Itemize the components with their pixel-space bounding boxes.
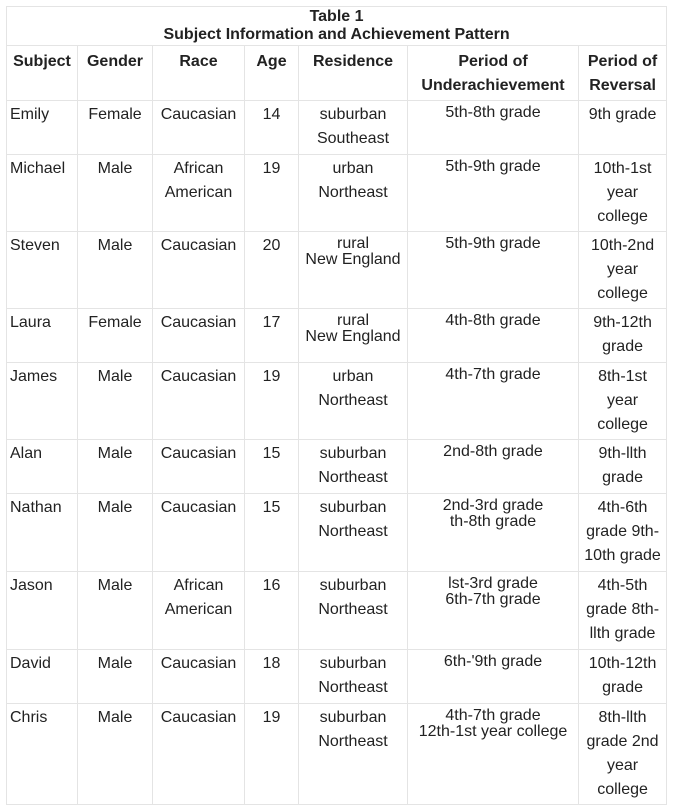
under-line1: 2nd-8th grade <box>443 443 543 460</box>
header-gender: Gender <box>78 46 153 101</box>
table-row <box>7 363 667 440</box>
table-caption: Subject Information and Achievement Pattern <box>163 26 510 43</box>
cell-gender: Female <box>78 101 153 155</box>
cell-race <box>153 494 245 572</box>
reversal-line2: grade 8th- <box>586 601 660 618</box>
cell-gender: Male <box>78 155 153 232</box>
table-row <box>7 704 667 805</box>
cell-residence <box>299 704 408 805</box>
cell-race <box>153 440 245 494</box>
under-line1: 5th-9th grade <box>445 158 541 175</box>
cell-race <box>153 572 245 650</box>
reversal-line2: grade <box>602 469 643 486</box>
cell-reversal <box>579 309 667 363</box>
header-rev-line2: Reversal <box>589 77 656 94</box>
residence-line2: Northeast <box>318 523 388 540</box>
cell-reversal <box>579 101 667 155</box>
reversal-line2: college <box>597 416 648 433</box>
reversal-line2: grade 9th- <box>586 523 660 540</box>
header-age: Age <box>245 46 299 101</box>
race-line2: American <box>164 601 233 618</box>
cell-gender: Male <box>78 650 153 704</box>
reversal-line2: year college <box>597 261 648 302</box>
cell-age: 17 <box>245 309 299 363</box>
race-line1: Caucasian <box>160 499 237 516</box>
table-row <box>7 155 667 232</box>
reversal-line1: 8th-llth <box>598 709 647 726</box>
cell-age: 15 <box>245 494 299 572</box>
residence-line2: Northeast <box>318 679 388 696</box>
race-line1: Caucasian <box>160 368 237 385</box>
under-line1: 6th-'9th grade <box>443 653 543 670</box>
under-line1: lst-3rd grade <box>448 575 538 592</box>
residence-line2: New England <box>305 251 401 268</box>
reversal-line1: 10th-2nd <box>590 237 655 254</box>
reversal-line1: 4th-6th <box>597 499 648 516</box>
reversal-line2: year college <box>597 184 648 225</box>
residence-line1: rural <box>336 312 369 329</box>
race-line1: African <box>173 577 224 594</box>
cell-gender: Male <box>78 494 153 572</box>
cell-subject: Chris <box>7 704 78 805</box>
residence-line2: Southeast <box>316 130 390 147</box>
table-title <box>7 7 667 46</box>
reversal-line2: grade 2nd <box>586 733 659 750</box>
residence-line1: urban <box>332 160 374 177</box>
cell-subject: Steven <box>7 232 78 309</box>
residence-line2: Northeast <box>318 184 388 201</box>
cell-reversal <box>579 440 667 494</box>
cell-subject: Jason <box>7 572 78 650</box>
reversal-line3: 10th grade <box>584 547 661 564</box>
cell-residence <box>299 572 408 650</box>
reversal-line1: 9th-12th <box>593 314 652 331</box>
residence-line1: suburban <box>319 445 387 462</box>
cell-residence <box>299 101 408 155</box>
cell-race <box>153 309 245 363</box>
race-line1: Caucasian <box>160 709 237 726</box>
cell-underachievement <box>408 101 579 155</box>
cell-gender: Male <box>78 440 153 494</box>
race-line2: American <box>164 184 233 201</box>
cell-age: 20 <box>245 232 299 309</box>
cell-subject: Alan <box>7 440 78 494</box>
cell-underachievement <box>408 494 579 572</box>
cell-residence <box>299 650 408 704</box>
table-row <box>7 232 667 309</box>
table-container <box>6 6 666 805</box>
under-line1: 4th-7th grade <box>445 366 541 383</box>
cell-residence <box>299 494 408 572</box>
under-line1: 5th-9th grade <box>445 235 541 252</box>
cell-residence <box>299 309 408 363</box>
table-row <box>7 572 667 650</box>
reversal-line1: 8th-1st year <box>598 368 647 409</box>
cell-underachievement <box>408 572 579 650</box>
cell-reversal <box>579 704 667 805</box>
cell-underachievement <box>408 232 579 309</box>
reversal-line1: 4th-5th <box>597 577 648 594</box>
residence-line2: Northeast <box>318 469 388 486</box>
cell-race <box>153 232 245 309</box>
cell-age: 18 <box>245 650 299 704</box>
header-reversal <box>579 46 667 101</box>
header-underachievement <box>408 46 579 101</box>
under-line1: 4th-8th grade <box>445 312 541 329</box>
header-under-line1: Period of <box>458 53 528 70</box>
cell-age: 15 <box>245 440 299 494</box>
race-line1: African <box>173 160 224 177</box>
header-subject: Subject <box>7 46 78 101</box>
cell-race <box>153 650 245 704</box>
subject-table <box>6 6 667 805</box>
reversal-line3: year college <box>597 757 648 798</box>
cell-residence <box>299 232 408 309</box>
race-line1: Caucasian <box>160 237 237 254</box>
cell-subject: Emily <box>7 101 78 155</box>
race-line1: Caucasian <box>160 445 237 462</box>
reversal-line1: 9th-llth <box>598 445 647 462</box>
reversal-line2: grade <box>602 679 643 696</box>
cell-subject: David <box>7 650 78 704</box>
cell-age: 16 <box>245 572 299 650</box>
table-row <box>7 440 667 494</box>
under-line2: 6th-7th grade <box>445 591 541 608</box>
cell-race <box>153 101 245 155</box>
under-line2: 12th-1st year college <box>418 723 568 740</box>
cell-race <box>153 704 245 805</box>
cell-gender: Male <box>78 232 153 309</box>
cell-residence <box>299 440 408 494</box>
residence-line2: Northeast <box>318 601 388 618</box>
reversal-line2: grade <box>602 338 643 355</box>
under-line1: 5th-8th grade <box>445 104 541 121</box>
table-title-row <box>7 7 667 46</box>
cell-subject: Nathan <box>7 494 78 572</box>
cell-age: 19 <box>245 704 299 805</box>
residence-line2: New England <box>305 328 401 345</box>
cell-reversal <box>579 494 667 572</box>
cell-residence <box>299 363 408 440</box>
residence-line1: urban <box>332 368 374 385</box>
cell-gender: Male <box>78 704 153 805</box>
cell-underachievement <box>408 363 579 440</box>
cell-race <box>153 363 245 440</box>
table-row <box>7 309 667 363</box>
cell-underachievement <box>408 704 579 805</box>
cell-subject: James <box>7 363 78 440</box>
table-number: Table 1 <box>309 8 364 25</box>
header-race: Race <box>153 46 245 101</box>
cell-subject: Laura <box>7 309 78 363</box>
reversal-line1: 9th grade <box>588 106 657 123</box>
cell-age: 14 <box>245 101 299 155</box>
cell-gender: Male <box>78 572 153 650</box>
cell-reversal <box>579 650 667 704</box>
cell-age: 19 <box>245 155 299 232</box>
residence-line2: Northeast <box>318 733 388 750</box>
header-rev-line1: Period of <box>587 53 658 70</box>
cell-gender: Male <box>78 363 153 440</box>
cell-race <box>153 155 245 232</box>
header-residence: Residence <box>299 46 408 101</box>
residence-line1: suburban <box>319 709 387 726</box>
cell-reversal <box>579 363 667 440</box>
header-under-line2: Underachievement <box>421 77 565 94</box>
residence-line1: suburban <box>319 655 387 672</box>
header-row <box>7 46 667 101</box>
cell-underachievement <box>408 309 579 363</box>
under-line1: 4th-7th grade <box>445 707 541 724</box>
under-line2: th-8th grade <box>449 513 537 530</box>
reversal-line1: 10th-12th <box>588 655 657 672</box>
cell-underachievement <box>408 650 579 704</box>
residence-line1: suburban <box>319 577 387 594</box>
cell-underachievement <box>408 155 579 232</box>
residence-line2: Northeast <box>318 392 388 409</box>
race-line1: Caucasian <box>160 106 237 123</box>
table-row <box>7 494 667 572</box>
cell-age: 19 <box>245 363 299 440</box>
under-line1: 2nd-3rd grade <box>442 497 544 514</box>
race-line1: Caucasian <box>160 655 237 672</box>
cell-gender: Female <box>78 309 153 363</box>
cell-reversal <box>579 572 667 650</box>
race-line1: Caucasian <box>160 314 237 331</box>
residence-line1: rural <box>336 235 369 252</box>
cell-subject: Michael <box>7 155 78 232</box>
residence-line1: suburban <box>319 499 387 516</box>
reversal-line3: llth grade <box>589 625 656 642</box>
table-row <box>7 650 667 704</box>
table-row <box>7 101 667 155</box>
residence-line1: suburban <box>319 106 387 123</box>
cell-residence <box>299 155 408 232</box>
reversal-line1: 10th-1st <box>593 160 652 177</box>
cell-reversal <box>579 155 667 232</box>
cell-underachievement <box>408 440 579 494</box>
cell-reversal <box>579 232 667 309</box>
